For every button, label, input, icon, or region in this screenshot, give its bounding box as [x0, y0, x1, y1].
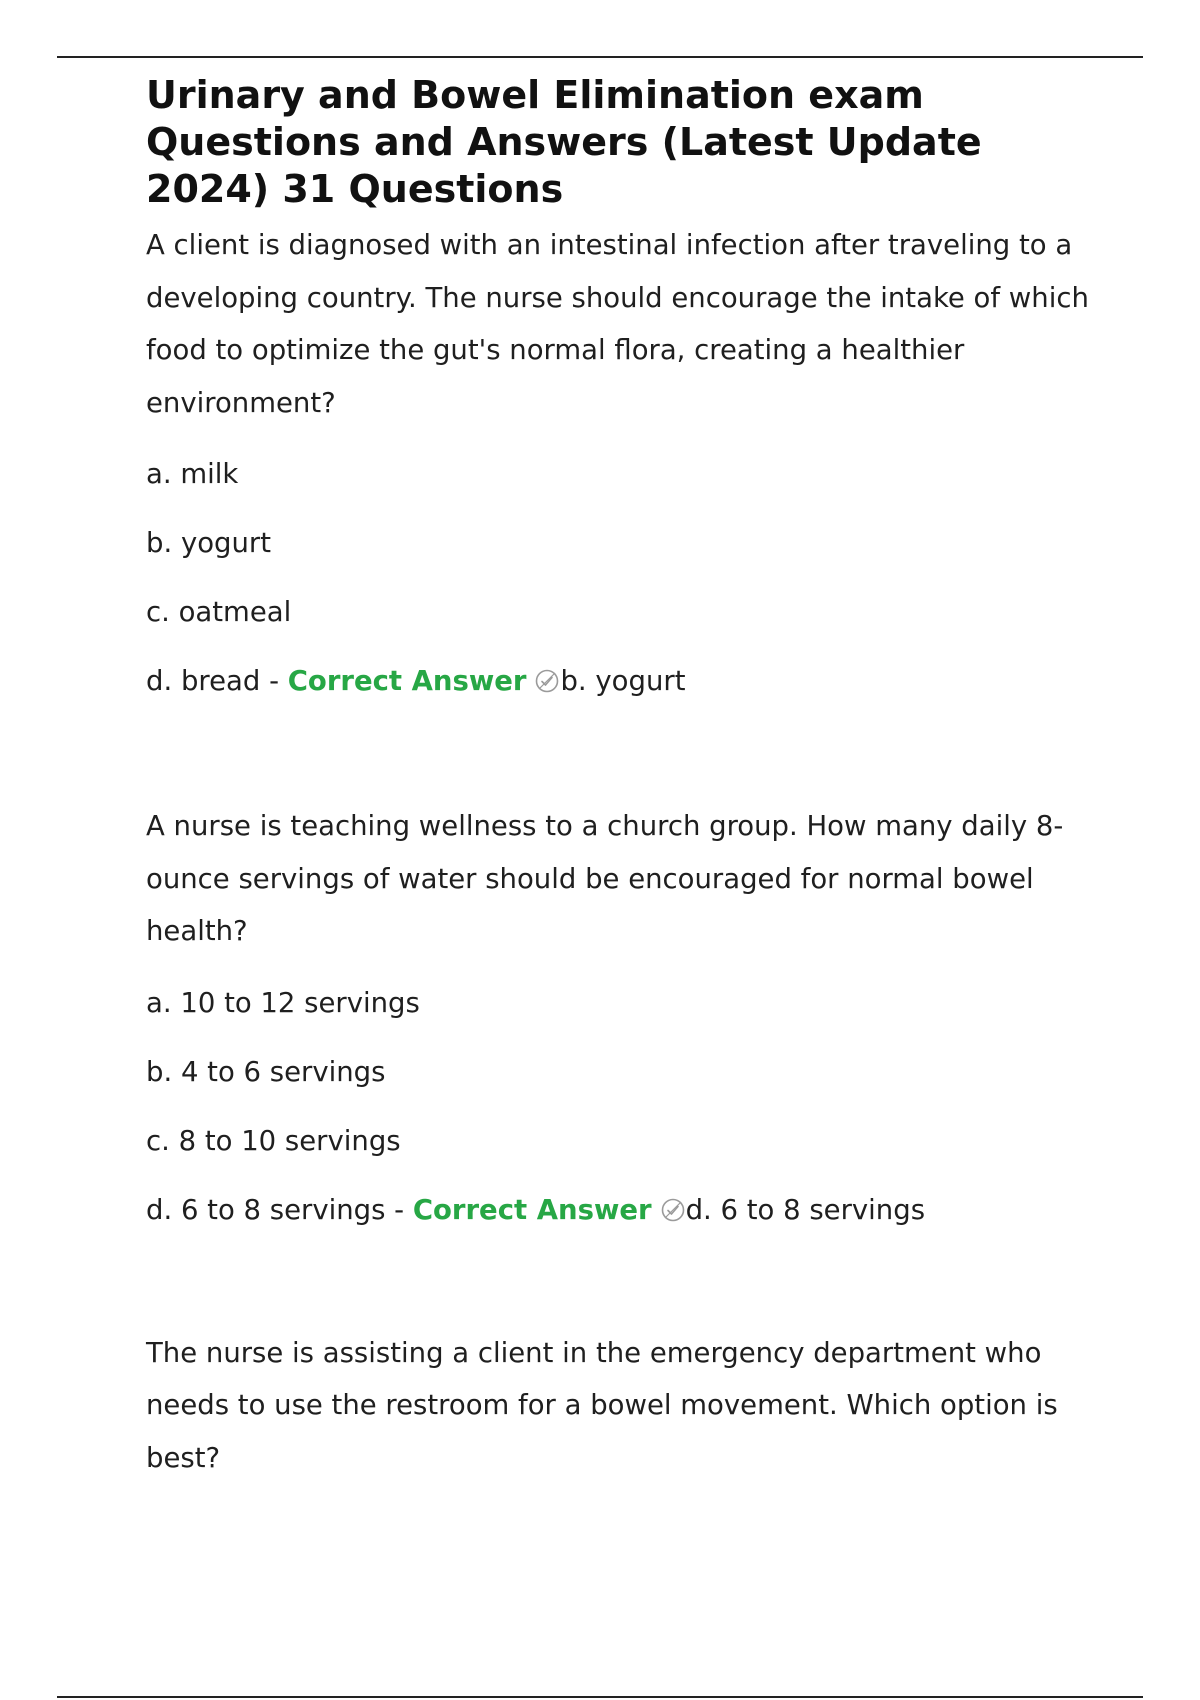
answer-option: c. oatmeal [146, 596, 292, 628]
answer-option: a. milk [146, 458, 239, 490]
answer-option: c. 8 to 10 servings [146, 1124, 401, 1157]
question-block [146, 800, 1106, 1227]
document-body [146, 72, 1106, 1484]
correct-answer-label: Correct Answer [412, 1193, 652, 1226]
check-circle-icon [660, 1197, 686, 1223]
answer-option: a. 10 to 12 servings [146, 986, 420, 1019]
answer-option-with-answer [146, 664, 1106, 698]
answer-option: b. yogurt [146, 527, 272, 559]
question-block [146, 1327, 1106, 1485]
answer-option-text: d. 6 to 8 servings - [146, 1193, 405, 1226]
bottom-rule [57, 1696, 1143, 1698]
question-text: The nurse is assisting a client in the emergency department who needs to use the restroom for a bowel movement. Which option is best? [146, 1336, 1058, 1474]
correct-answer-label: Correct Answer [287, 665, 527, 697]
check-circle-icon [534, 668, 560, 694]
correct-answer-value: b. yogurt [560, 665, 686, 697]
top-rule [57, 56, 1143, 58]
document-title: Urinary and Bowel Elimination exam Questions and Answers (Latest Update 2024) 31 Questions [146, 73, 982, 211]
question-text: A nurse is teaching wellness to a church group. How many daily 8-ounce servings of water should be encouraged for normal bowel health? [146, 810, 1064, 947]
question-block [146, 219, 1106, 698]
answer-option: b. 4 to 6 servings [146, 1055, 386, 1088]
answer-option-text: d. bread - [146, 665, 279, 697]
question-text: A client is diagnosed with an intestinal infection after traveling to a developing country. The nurse should encourage the intake of which food to optimize the gut's normal flora, creating a healthier environment? [146, 229, 1089, 419]
answer-option-with-answer [146, 1193, 1106, 1227]
correct-answer-value: d. 6 to 8 servings [685, 1193, 926, 1226]
